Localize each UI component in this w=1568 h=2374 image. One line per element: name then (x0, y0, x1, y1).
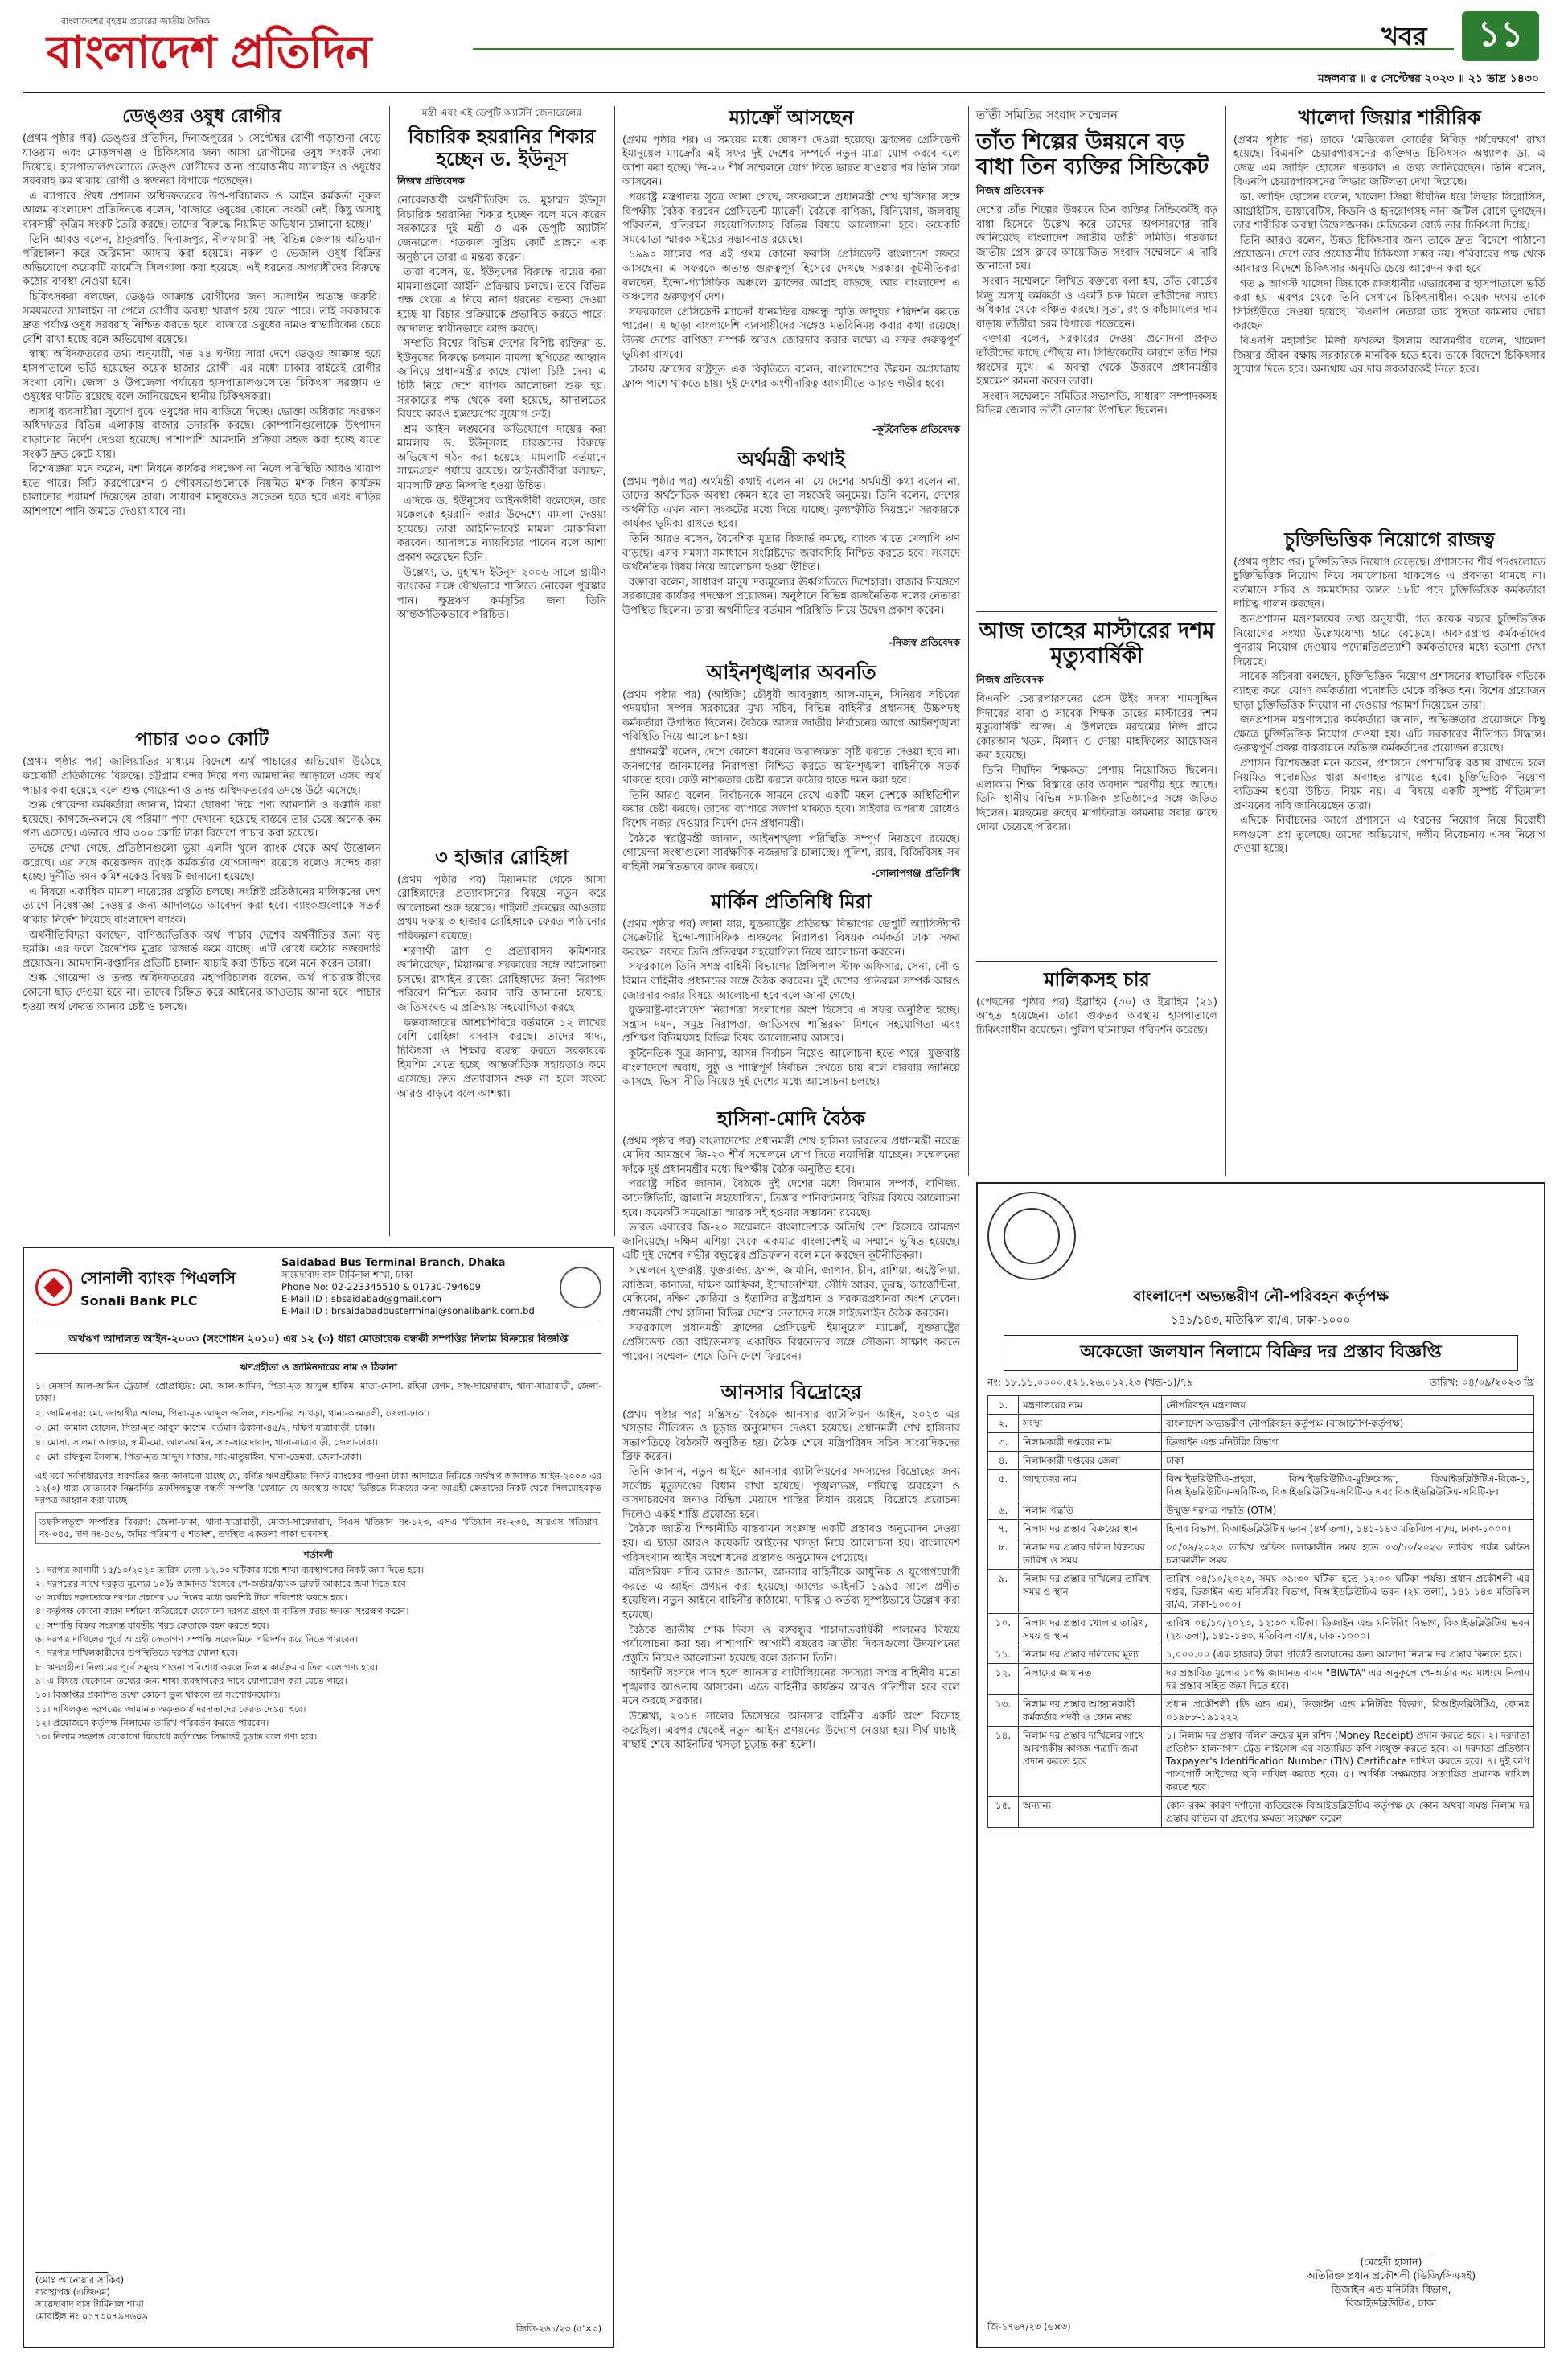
paragraph: নোবেলজয়ী অর্থনীতিবিদ ড. মুহাম্মদ ইউনূস বিচারিক হয়রানির শিকার হচ্ছেন বলে মনে করেন সরকারের দুই মন্ত্রী ও এক ডেপুটি অ্যাটর্নি জেনারেল। গতকাল সুপ্রিম কোর্ট প্রাঙ্গণে এক অনুষ্ঠানে তারা এ মন্তব্য করেন। (397, 195, 606, 264)
paragraph: (প্রথম পৃষ্ঠার পর) চুক্তিভিত্তিক নিয়োগ বেড়েছে। প্রশাসনের শীর্ষ পদগুলোতে চুক্তিভিত্তিক নিয়োগ নিয়ে সমালোচনা থাকলেও এ প্রবণতা থামছে না। বর্তমানে সচিব ও সমমর্যাদার অন্তত ১৮টি পদে চুক্তিভিত্তিক কর্মকর্তারা দায়িত্ব পালন করছেন। (1233, 556, 1545, 611)
article-dengue (23, 105, 381, 724)
paragraph: গত ৯ আগস্ট খালেদা জিয়াকে রাজধানীর এভারকেয়ার হাসপাতালে ভর্তি করা হয়। এরপর থেকে তিনি সেখানে চিকিৎসাধীন। কয়েক দফায় তাকে সিসিইউতে নেওয়া হয়েছে। বিএনপি নেতারা তার সুস্থতা কামনায় দোয়া করছেন। (1233, 277, 1545, 333)
row-label: নিলাম দর প্রস্তাব দাখিলের সাথে আবশ্যকীয় কাগজ পত্রাদি জমা প্রদান করতে হবে (1019, 1727, 1162, 1797)
row-label: অন্যান্য (1019, 1797, 1162, 1828)
biwta-ad (976, 1182, 1545, 2348)
paragraph: তারা বলেন, ড. ইউনূসের বিরুদ্ধে দায়ের করা মামলাগুলো আইনি প্রক্রিয়ায় চলছে। তবে বিভিন্ন পক্ষ থেকে এ নিয়ে নানা ধরনের বক্তব্য দেওয়া হচ্ছে যা বিচার প্রক্রিয়াকে প্রভাবিত করতে পারে। আদালত স্বাধীনভাবে কাজ করছে। (397, 266, 606, 335)
bank-name-bn: সোনালী ব্যাংক পিএলসি (80, 1267, 236, 1288)
signature-dept: ডিজাইন এন্ড মনিটরিং বিভাগ, (1331, 2283, 1451, 2295)
row-number: ৬. (988, 1501, 1019, 1520)
list-item: ২। জামিনদার: মো. জাহাঙ্গীর আলম, পিতা-মৃত আব্দুল জলিল, সাং-শনির আখড়া, থানা-কদমতলী, জেলা-ঢাকা। (35, 1407, 430, 1419)
table-row (988, 1396, 1534, 1415)
table-row (988, 1797, 1534, 1828)
article-malik (976, 961, 1217, 1174)
row-label: জাহাজের নাম (1019, 1470, 1162, 1501)
article-body (23, 755, 381, 1238)
row-value: তারিখ ০৪/১০/২০২৩, সময় ০৯:৩০ ঘটিকা হতে ১২:০০ ঘটিকা পর্যন্ত। প্রধান প্রকৌশলী এর দপ্তর, ডিজাইন এন্ড মনিটরিং বিভাগ, বিআইডব্লিউটিএ ভবন (২য় তলা), ১৪১-১৪৩ মতিঝিল বা/এ, ঢাকা-১০০০। (1162, 1570, 1534, 1614)
table-row (988, 1452, 1534, 1470)
masthead-tagline: বাংলাদেশের বৃহত্তম প্রচারের জাতীয় দৈনিক (61, 16, 210, 27)
paragraph: (প্রথম পৃষ্ঠার পর) ডেঙ্গুর প্রতিদিন, দিনাজপুরের ১ সেপ্টেম্বর রোগী পড়াশুনা বেড়ে যাওয়ায় এবং মোড়লগঞ্জ ও চিকিৎসার জন্য আসা রোগীদের ওষুধ সংকট দেখা দিয়েছে। হাসপাতালগুলোতে ডেঙ্গু রোগীদের জন্য প্রয়োজনীয় স্যালাইন ও ওষুধের সরবরাহ কম থাকায় রোগী ও স্বজনরা বিপাকে পড়েছেন। (23, 133, 381, 188)
paragraph: তিনি আরও বলেন, ঠাকুরগাঁও, দিনাজপুর, নীলফামারী সহ বিভিন্ন জেলায় অভিযান পরিচালনা করে জরিমানা আদায় করা হয়েছে। নকল ও ভেজাল ওষুধ বিক্রির অভিযোগে কয়েকটি ফার্মেসি সিলগালা করা হয়েছে। এই ধরনের অপরাধীদের বিরুদ্ধে কঠোর ব্যবস্থা নেওয়া হবে। (23, 233, 381, 289)
biwta-org: বাংলাদেশ অভ্যন্তরীণ নৌ-পরিবহন কর্তৃপক্ষ (1132, 1288, 1389, 1305)
paragraph: পররাষ্ট্র সচিব জানান, বৈঠকে দুই দেশের মধ্যে বিদ্যমান সম্পর্ক, বাণিজ্য, কানেক্টিভিটি, জ্বালানি সহযোগিতা, তিস্তার পানিবণ্টনসহ বিভিন্ন বিষয়ে আলোচনা হবে। কয়েকটি সমঝোতা স্মারক সই হওয়ার সম্ভাবনা রয়েছে। (622, 1178, 960, 1219)
byline: নিজস্ব প্রতিবেদক (397, 175, 465, 187)
logo-text: বাংলাদেশ প্রতিদিন (47, 26, 371, 79)
rule-top (976, 961, 1217, 962)
article-law (622, 659, 960, 885)
column-divider (614, 106, 615, 1236)
list-item: ৫। মো. রফিকুল ইসলাম, পিতা-মৃত আব্দুস সাত্তার, সাং-মাতুয়াইল, থানা-ডেমরা, জেলা-ঢাকা। (35, 1452, 363, 1463)
article-body (976, 203, 1217, 581)
article-title: আজ তাহের মাস্টারের দশম মৃত্যুবার্ষিকী (979, 618, 1215, 669)
dateline: মঙ্গলবার ॥ ৫ সেপ্টেম্বর ২০২৩ ॥ ২১ ভাদ্র ১৪৩০ (1318, 72, 1539, 85)
term-item: ৯। এ বিষয়ে যেকোনো তথ্যের জন্য শাখা ব্যবস্থাপকের সাথে যোগাযোগ করা যেতে পারে। (35, 1675, 347, 1686)
paragraph: উল্লেখ্য, ২০১৪ সালের ডিসেম্বরে আনসার বাহিনীর একটি অংশ বিদ্রোহ করেছিল। এরপর থেকেই নতুন আইন প্রণয়নের উদ্যোগ নেওয়া হয়। দীর্ঘ যাচাই-বাছাই শেষে আইনটির খসড়া চূড়ান্ত করা হলো। (622, 1711, 960, 1752)
paragraph: শুল্ক গোয়েন্দা ও তদন্ত অধিদফতরের মহাপরিচালক বলেন, অর্থ পাচারকারীদের কোনো ছাড় দেওয়া হবে না। তাদের চিহ্নিত করে আইনের আওতায় আনা হবে। পাচার হওয়া অর্থ ফেরত আনার চেষ্টাও চলছে। (23, 972, 381, 1013)
row-value: ১,০০০.০০ (এক হাজার) টাকা প্রতিটি জলযানের জন্য আলাদা নিলাম দর প্রস্তাব কিনতে হবে। (1162, 1645, 1534, 1664)
row-number: ৯. (988, 1570, 1019, 1614)
paragraph: বিএনপি চেয়ারপারসনের প্রেস উইং সদস্য শামসুদ্দিন দিদারের বাবা ও সাবেক শিক্ষক তাহের মাস্টারের দশম মৃত্যুবার্ষিকী আজ। এ উপলক্ষে মরহুমের নিজ গ্রামে কোরআন খতম, মিলাদ ও দোয়া মাহফিলের আয়োজন করা হয়েছে। (976, 693, 1217, 762)
row-value: ডিজাইন এন্ড মনিটরিং বিভাগ (1162, 1433, 1534, 1452)
article-body (622, 1135, 960, 1372)
section-label: খবর (1381, 21, 1427, 51)
paragraph: এদিকে নির্বাচনের আগে প্রশাসনে এ ধরনের নিয়োগ নিয়ে বিরোধী দলগুলো প্রশ্ন তুলেছে। তাদের অভিযোগ, দলীয় বিবেচনায় এসব নিয়োগ দেওয়া হচ্ছে। (1233, 815, 1545, 856)
article-title: মালিকসহ চার (1044, 967, 1150, 991)
bank-email-1: E-Mail ID : sbsaidabad@gmail.com (281, 1293, 442, 1304)
article-title: পাচার ৩০০ কোটি (134, 729, 269, 750)
bank-email-2: E-Mail ID : brsaidabadbusterminal@sonalibank.com.bd (281, 1305, 535, 1316)
bank-phone: Phone No: 02-223345510 & 01730-794609 (281, 1281, 481, 1292)
row-number: ১২. (988, 1664, 1019, 1695)
ad-code: জি-১৭৬৭/২৩ (৬×৩) (987, 2321, 1071, 2332)
paragraph: ভারত এবারের জি-২০ সম্মেলনে বাংলাদেশকে অতিথি দেশ হিসেবে আমন্ত্রণ জানিয়েছে। দক্ষিণ এশিয়া থেকে একমাত্র বাংলাদেশই এ সম্মানে ভূষিত হয়েছে। এটি দুই দেশের গভীর বন্ধুত্বের প্রতিফলন বলে মনে করছেন কূটনীতিকরা। (622, 1222, 960, 1263)
term-item: ৫। সম্পত্তি বিক্রয় সংক্রান্ত যাবতীয় খরচ ক্রেতাকে বহন করতে হবে। (35, 1620, 269, 1631)
paragraph: অসাধু ব্যবসায়ীরা সুযোগ বুঝে ওষুধের দাম বাড়িয়ে দিচ্ছে। ভোক্তা অধিকার সংরক্ষণ অধিদফতর বিভিন্ন এলাকায় বাজার তদারকি করছে। কোম্পানিগুলোকে উৎপাদন বাড়ানোর নির্দেশ দেওয়া হয়েছে। পাশাপাশি আমদানি প্রক্রিয়া সহজ করা হচ্ছে যাতে সংকট দ্রুত কেটে যায়। (23, 405, 381, 461)
column-divider (968, 106, 969, 1176)
row-label: নিলাম দর প্রস্তাব আহ্বানকারী কর্মকর্তার পদবী ও ফোন নম্বর (1019, 1695, 1162, 1727)
row-value: কোন রকম কারণ দর্শানো ব্যতিরেকে বিআইডব্লিউটিএ কর্তৃপক্ষ যে কোন অথবা সমস্ত নিলাম দর প্রস্তাব বাতিল বা গ্রহণের ক্ষমতা সংরক্ষণ করেন। (1162, 1797, 1534, 1828)
article-body (622, 133, 960, 423)
row-number: ৫. (988, 1470, 1019, 1501)
table-row (988, 1433, 1534, 1452)
article-title: আনসার বিদ্রোহের (720, 1380, 862, 1403)
article-finance (622, 446, 960, 655)
article-title: তাঁত শিল্পের উন্নয়নে বড় বাধা তিন ব্যক্তির সিন্ডিকেট (976, 129, 1209, 180)
biwta-header (987, 1192, 1534, 1280)
row-label: নিলামকারী দপ্তরের জেলা (1019, 1452, 1162, 1470)
row-label: মন্ত্রণালয়ের নাম (1019, 1396, 1162, 1415)
table-head: ঋণগ্রহীতা ও জামিনদারের নাম ও ঠিকানা (240, 1362, 397, 1373)
row-number: ৩. (988, 1433, 1019, 1452)
article-title: ৩ হাজার রোহিঙ্গা (435, 845, 569, 869)
term-item: ১১। দাখিলকৃত দরপত্রের জামানত অকৃতকার্য দরদাতাদের ফেরত দেওয়া হবে। (35, 1703, 306, 1715)
table-row (988, 1695, 1534, 1727)
paragraph: বৈঠকে জাতীয় শোক দিবস ও বঙ্গবন্ধুর শাহাদাতবার্ষিকী পালনের বিষয়ে পর্যালোচনা করা হয়। পাশাপাশি আগামী বছরের জাতীয় দিবসগুলো উদযাপনের প্রস্তুতি নিয়েও আলোচনা হয়েছে বলে জানান তিনি। (622, 1624, 960, 1665)
row-label: নিলাম পদ্ধতি (1019, 1501, 1162, 1520)
paragraph: ঢাকায় ফ্রান্সের রাষ্ট্রদূত এক বিবৃতিতে বলেন, বাংলাদেশের উন্নয়ন অগ্রযাত্রায় ফ্রান্স পাশে থাকতে চায়। দুই দেশের অংশীদারিত্ব আগামীতে আরও গভীর হবে। (622, 363, 960, 390)
rule-top (976, 611, 1217, 612)
column-divider (389, 106, 390, 1236)
biwta-ref: নং: ১৮.১১.০০০০.৫২১.২৬.০১২.২৩ (খন্ড-১)/৭৯ (987, 1376, 1194, 1388)
paragraph: উল্লেখ্য, ড. মুহাম্মদ ইউনূস ২০০৬ সালে গ্রামীণ ব্যাংকের সঙ্গে যৌথভাবে শান্তিতে নোবেল পুরস্কার পান। ক্ষুদ্রঋণ কর্মসূচির জন্য তিনি আন্তর্জাতিকভাবে পরিচিত। (397, 566, 606, 622)
paragraph: কূটনৈতিক সূত্র জানায়, আসন্ন নির্বাচন নিয়েও আলোচনা হতে পারে। যুক্তরাষ্ট্র বাংলাদেশে অবাধ, সুষ্ঠু ও শান্তিপূর্ণ নির্বাচন দেখতে চায় বলে বারবার জানিয়ে আসছে। ভিসা নীতি নিয়েও দুই দেশের মধ্যে আলোচনা চলছে। (622, 1047, 960, 1089)
table-row (988, 1501, 1534, 1520)
sonali-bank-ad (23, 1247, 614, 2348)
table-row (988, 1570, 1534, 1614)
biwta-address: ১৪১/১৪৩, মতিঝিল বা/এ, ঢাকা-১০০০ (1171, 1314, 1351, 1327)
row-value: ১। নিলাম দর প্রস্তাব দলিল ক্রয়ের মূল রশিদ (Money Receipt) প্রদান করতে হবে। ২। দরদাতা প্রতিষ্ঠান হালনাগাদ ট্রেড লাইসেন্স এর সত্যায়িত কপি সংযুক্ত করতে হবে। ৩। দরদাতা প্রতিষ্ঠান Taxpayer's Identification Number (TIN) Certificate দাখিল করতে হবে। ৪। দুই কপি পাসপোর্ট সাইজের ছবি দাখিল করতে হবে। ৫। আর্থিক সক্ষমতার সত্যায়িত প্রমাণক দাখিল করতে হবে। (1162, 1727, 1534, 1797)
paragraph: বিএনপি মহাসচিব মির্জা ফখরুল ইসলাম আলমগীর বলেন, খালেদা জিয়ার জীবন রক্ষায় সরকারকে মানবিক হতে হবে। তাকে বিদেশে চিকিৎসার সুযোগ দিতে হবে। অন্যথায় এর দায় সরকারকেই নিতে হবে। (1233, 335, 1545, 376)
table-row (988, 1727, 1534, 1797)
paragraph: কক্সবাজারের আশ্রয়শিবিরে বর্তমানে ১২ লাখের বেশি রোহিঙ্গা বসবাস করছে। তাদের খাদ্য, চিকিৎসা ও শিক্ষার ব্যবস্থা করতে সরকারকে হিমশিম খেতে হচ্ছে। আন্তর্জাতিক সহায়তাও কমে এসেছে। দ্রুত প্রত্যাবাসন শুরু না হলে সংকট আরও বাড়বে বলে আশঙ্কা। (397, 1017, 606, 1100)
signature-mark (35, 2255, 108, 2273)
row-number: ১৫. (988, 1797, 1019, 1828)
masthead-top-rule (473, 48, 1454, 50)
logo[interactable] (47, 23, 371, 88)
paragraph: সফরকালে তিনি সশস্ত্র বাহিনী বিভাগের প্রিন্সিপাল স্টাফ অফিসার, সেনা, নৌ ও বিমান বাহিনীর প্রধানদের সঙ্গে বৈঠক করবেন। দুই দেশের প্রতিরক্ষা সম্পর্ক আরও জোরদার করার বিষয়ে আলোচনা হবে বলে জানা গেছে। (622, 961, 960, 1002)
paragraph: (প্রথম পৃষ্ঠার পর) মিয়ানমার থেকে আসা রোহিঙ্গাদের প্রত্যাবাসনের বিষয়ে নতুন করে আলোচনা শুরু হয়েছে। পাইলট প্রকল্পের আওতায় প্রথম দফায় ৩ হাজার রোহিঙ্গাকে ফেরত পাঠানোর পরিকল্পনা রয়েছে। (397, 873, 606, 943)
signature-name: (মেহেদী হাসান) (1360, 2256, 1422, 2268)
article-body (622, 918, 960, 1099)
masthead (23, 8, 1545, 103)
paragraph: স্বাস্থ্য অধিদফতরের তথ্য অনুযায়ী, গত ২৪ ঘণ্টায় সারা দেশে ডেঙ্গু আক্রান্ত হয়ে হাসপাতালে ভর্তি হয়েছেন কয়েক হাজার রোগী। এর মধ্যে ঢাকার বাইরেই রোগীর সংখ্যা বেশি। জেলা ও উপজেলা পর্যায়ের হাসপাতালগুলোতে চিকিৎসা সরঞ্জাম ও ওষুধের ঘাটতি রয়েছে বলে জানিয়েছেন স্থানীয় চিকিৎসকরা। (23, 348, 381, 404)
term-item: ৩। সর্বোচ্চ দরদাতাকে দরপত্র গ্রহণের ৩০ দিনের মধ্যে অবশিষ্ট টাকা পরিশোধ করতে হবে। (35, 1592, 347, 1604)
paragraph: জনপ্রশাসন মন্ত্রণালয়ের তথ্য অনুযায়ী, গত কয়েক বছরে চুক্তিভিত্তিক নিয়োগের সংখ্যা উল্লেখযোগ্য হারে বেড়েছে। অবসরপ্রাপ্ত কর্মকর্তাদের পুনরায় নিয়োগ দেওয়ায় পদোন্নতিপ্রত্যাশী কর্মকর্তাদের মধ্যে হতাশা দেখা দিয়েছে। (1233, 613, 1545, 668)
article-kicker: তাঁতী সমিতির সংবাদ সম্মেলন (976, 108, 1118, 122)
article-hasina-modi (622, 1106, 960, 1375)
paragraph: (প্রথম পৃষ্ঠার পর) এ সময়ের মধ্যে ঘোষণা দেওয়া হয়েছে। ফ্রান্সের প্রেসিডেন্ট ইমানুয়েল ম্যাক্রোঁর এই সফর দুই দেশের সম্পর্কে নতুন মাত্রা যোগ করবে বলে আশা করা হচ্ছে। জি-২০ শীর্ষ সম্মেলনে যোগ দিতে ভারত যাওয়ার পর তিনি ঢাকা আসবেন। (622, 133, 960, 189)
article-body (976, 692, 1217, 942)
row-number: ১৪. (988, 1727, 1019, 1797)
signature-org: বিআইডব্লিউটিএ, ঢাকা (1345, 2297, 1437, 2309)
term-item: ১। দরপত্র আগামী ১৫/১০/২০২৩ তারিখ বেলা ১২.০০ ঘটিকার মধ্যে শাখা ব্যবস্থাপকের নিকট জমা দিতে হবে। (35, 1564, 425, 1575)
sonali-logo-icon (35, 1269, 72, 1306)
article-body (1233, 133, 1545, 520)
paragraph: (প্রথম পৃষ্ঠার পর) জালিয়াতির মাধ্যমে বিদেশে অর্থ পাচারের অভিযোগ উঠেছে কয়েকটি প্রতিষ্ঠানের বিরুদ্ধে। চট্টগ্রাম বন্দর দিয়ে পণ্য আমদানির আড়ালে এসব অর্থ পাচার করা হয়েছে বলে শুল্ক গোয়েন্দা ও তদন্ত অধিদফতরের তদন্তে উঠে এসেছে। (23, 756, 381, 797)
paragraph: সম্প্রতি বিশ্বের বিভিন্ন দেশের বিশিষ্ট ব্যক্তিরা ড. ইউনূসের বিরুদ্ধে চলমান মামলা স্থগিতের আহ্বান জানিয়ে প্রধানমন্ত্রীর কাছে খোলা চিঠি দেন। এ চিঠি নিয়ে দেশে ব্যাপক আলোচনা শুরু হয়। সরকারের পক্ষ থেকে বলা হয়েছে, আদালতের বিষয়ে কারও হস্তক্ষেপের সুযোগ নেই। (397, 338, 606, 421)
byline: -গোলাপগঞ্জ প্রতিনিধি (871, 866, 960, 879)
term-item: ১০। বিজ্ঞপ্তির প্রকাশিত তথ্যে কোনো ভুল থাকলে তা সংশোধনযোগ্য। (35, 1690, 281, 1701)
article-body (23, 132, 381, 719)
row-label: নিলামের জামানত (1019, 1664, 1162, 1695)
biwta-title: অকেজো জলযান নিলামে বিক্রির দর প্রস্তাব বিজ্ঞপ্তি (1004, 1335, 1518, 1371)
paragraph: বক্তারা বলেন, সরকারের দেওয়া প্রণোদনা প্রকৃত তাঁতীদের কাছে পৌঁছায় না। সিন্ডিকেটের কারণে তাঁত শিল্প ধ্বংসের মুখে। এ অবস্থা থেকে উত্তরণে প্রধানমন্ত্রীর হস্তক্ষেপ কামনা করেন তারা। (976, 333, 1217, 388)
row-value: ঢাকা (1162, 1452, 1534, 1470)
row-value: দর প্রস্তাবিত মূল্যের ১০% জামানত বাবদ "BIWTA" এর অনুকূলে পে-অর্ডার এর মাধ্যমে নিলাম দর প্রস্তাব সহিত জমা দিতে হবে। (1162, 1664, 1534, 1695)
signature-title: ব্যবস্থাপক (এজিএম) (35, 2286, 111, 2298)
term-item: ১২। প্রয়োজনে কর্তৃপক্ষ নিলামের তারিখ পরিবর্তন করতে পারবেন। (35, 1717, 269, 1728)
row-label: নিলাম দর প্রস্তাব দলিল বিক্রয়ের তারিখ ও সময় (1019, 1538, 1162, 1570)
signature-branch: সায়েদাবাদ বাস টার্মিনাল শাখা (35, 2298, 144, 2310)
notice-title: অর্থঋণ আদালত আইন-২০০৩ (সংশোধন ২০১০) এর ১২ (৩) ধারা মোতাবেক বন্ধকী সম্পত্তির নিলাম বিক্রয়ের বিজ্ঞপ্তি (35, 1332, 601, 1354)
paragraph: তিনি জানান, নতুন আইনে আনসার ব্যাটালিয়নের সদস্যদের বিদ্রোহের জন্য সর্বোচ্চ মৃত্যুদণ্ডের বিধান রাখা হয়েছে। শৃঙ্খলাভঙ্গ, দায়িত্বে অবহেলা ও অসদাচরণের জন্যও বিভিন্ন মেয়াদে শাস্তির বিধান রয়েছে। বিদ্রোহে প্ররোচনা দিলেও একই শাস্তি প্রযোজ্য হবে। (622, 1465, 960, 1521)
biwta-table (987, 1395, 1534, 1828)
paragraph: (পেছনের পৃষ্ঠার পর) ইব্রাহিম (৩০) ও ইব্রাহিম (২১) আহত হয়েছেন। তারা গুরুতর অবস্থায় হাসপাতালে চিকিৎসাধীন রয়েছেন। পুলিশ ঘটনাস্থল পরিদর্শন করেছে। (976, 996, 1217, 1037)
byline: নিজস্ব প্রতিবেদক (976, 673, 1044, 686)
row-value: বাংলাদেশ অভ্যন্তরীণ নৌপরিবহন কর্তৃপক্ষ (বাআনৌপ-কর্তৃপক্ষ) (1162, 1415, 1534, 1433)
row-value: উন্মুক্ত দরপত্র পদ্ধতি (OTM) (1162, 1501, 1534, 1520)
paragraph: তিনি আরও বলেন, বৈদেশিক মুদ্রার রিজার্ভ কমছে, ব্যাংক খাতে খেলাপি ঋণ বাড়ছে। এসব সমস্যা সমাধানে সংশ্লিষ্টদের জবাবদিহি নিশ্চিত করতে হবে। সংসদে অর্থনৈতিক বিষয় নিয়ে আলোচনা হওয়া উচিত। (622, 532, 960, 574)
term-item: ৭। দরপত্র দাখিলকারীদের উপস্থিতিতে দরপত্র খোলা হবে। (35, 1648, 238, 1659)
article-kicker: মন্ত্রী এবং এই ডেপুটি অ্যাটর্নি জেনারেলের (421, 107, 582, 118)
article-rohingya (397, 844, 606, 1238)
article-ansar (622, 1379, 960, 2336)
paragraph: (প্রথম পৃষ্ঠার পর) (আইজি) চৌধুরী আবদুল্লাহ আল-মামুন, সিনিয়র সচিবের পদমর্যাদা সম্পন্ন সরকারের মুখ্য সচিব, বিভিন্ন বাহিনীর প্রধানসহ উচ্চপদস্থ কর্মকর্তারা উপস্থিত ছিলেন। বৈঠকে আসন্ন জাতীয় নির্বাচনের আগে আইনশৃঙ্খলা পরিস্থিতি নিয়ে আলোচনা হয়। (622, 688, 960, 744)
paragraph: (প্রথম পৃষ্ঠার পর) জানা যায়, যুক্তরাষ্ট্রের প্রতিরক্ষা বিভাগের ডেপুটি অ্যাসিস্ট্যান্ট সেক্রেটারি ইন্দো-প্যাসিফিক অঞ্চলের নিরাপত্তা বিষয়ক কর্মকর্তা ঢাকা সফর করছেন। সফরে তিনি প্রতিরক্ষা সহযোগিতা নিয়ে আলোচনা করবেন। (622, 918, 960, 959)
article-body (1233, 556, 1545, 1171)
row-value: হিসাব বিভাগ, বিআইডব্লিউটিএ ভবন (৪র্থ তলা), ১৪১-১৪৩ মতিঝিল বা/এ, ঢাকা-১০০০। (1162, 1520, 1534, 1538)
article-body (622, 1408, 960, 2333)
page-number-box (1462, 11, 1539, 61)
biwta-logo-icon (987, 1192, 1076, 1280)
table-row (988, 1664, 1534, 1695)
paragraph: এ বিষয়ে একাধিক মামলা দায়েরের প্রস্তুতি চলছে। সংশ্লিষ্ট প্রতিষ্ঠানের মালিকদের দেশ ত্যাগে নিষেধাজ্ঞা দেওয়ার জন্য আদালতে আবেদন করা হবে। ব্যাংকগুলোকে সতর্ক থাকার নির্দেশ দিয়েছে বাংলাদেশ ব্যাংক। (23, 885, 381, 926)
table-row (988, 1614, 1534, 1645)
row-value: প্রধান প্রকৌশলী (ডি এন্ড এম), ডিজাইন এন্ড মনিটরিং বিভাগ, বিআইডব্লিউটিএ, ফোনঃ ০১৯৮৮-১৯১২২২ (1162, 1695, 1534, 1727)
row-label: নিলাম দর প্রস্তাব বিক্রয়ের স্থান (1019, 1520, 1162, 1538)
paragraph: বৈঠকে জাতীয় শিক্ষানীতি বাস্তবায়ন সংক্রান্ত একটি প্রস্তাবও অনুমোদন দেওয়া হয়। এ ছাড়া আরও কয়েকটি আইনের খসড়া নিয়ে আলোচনা হয়। বাংলাদেশ পরিসংখ্যান আইন সংশোধনের প্রস্তাবও অনুমোদন পেয়েছে। (622, 1523, 960, 1564)
paragraph: সাবেক সচিবরা বলছেন, চুক্তিভিত্তিক নিয়োগ প্রশাসনের স্বাভাবিক গতিকে ব্যাহত করে। যোগ্য কর্মকর্তারা পদোন্নতি থেকে বঞ্চিত হন। বিশেষ প্রয়োজন ছাড়া চুক্তিভিত্তিক নিয়োগ না দেওয়ার পরামর্শ দিয়েছেন তারা। (1233, 671, 1545, 712)
paragraph: এদিকে ড. ইউনূসের আইনজীবী বলেছেন, তার মক্কেলকে হয়রানি করার উদ্দেশ্যে মামলা দেওয়া হয়েছে। তারা আইনিভাবেই মামলা মোকাবিলা করবেন। আদালতে ন্যায়বিচার পাবেন বলে আশা প্রকাশ করেছেন তিনি। (397, 495, 606, 565)
terms-heading: শর্তাবলী (303, 1550, 334, 1561)
table-row (988, 1470, 1534, 1501)
paragraph: (প্রথম পৃষ্ঠার পর) মন্ত্রিসভা বৈঠকে আনসার ব্যাটালিয়ন আইন, ২০২৩ এর খসড়ার নীতিগত ও চূড়ান্ত অনুমোদন দেওয়া হয়েছে। প্রধানমন্ত্রী শেখ হাসিনার সভাপতিত্বে বৈঠকটি অনুষ্ঠিত হয়। বৈঠক শেষে মন্ত্রিপরিষদ সচিব সাংবাদিকদের ব্রিফ করেন। (622, 1408, 960, 1464)
row-number: ৭. (988, 1520, 1019, 1538)
signature-phone: মোবাইল নং ০১৭৩০৭৯৪৬০৯ (35, 2310, 148, 2322)
term-item: ২। দরপত্রের সাথে দরকৃত মূল্যের ১০% জামানত হিসেবে পে-অর্ডার/ব্যাংক ড্রাফট আকারে জমা দিতে হবে। (35, 1578, 409, 1589)
paragraph: প্রশাসন বিশেষজ্ঞরা মনে করেন, প্রশাসনে পেশাদারিত্ব বজায় রাখতে হলে নিয়মিত পদোন্নতির ধারা অব্যাহত রাখতে হবে। চুক্তিভিত্তিক নিয়োগ ব্যতিক্রম হওয়া উচিত, নিয়ম নয়। এ বিষয়ে একটি সুস্পষ্ট নীতিমালা প্রণয়নের দাবি জানিয়েছেন তারা। (1233, 757, 1545, 812)
article-title: খালেদা জিয়ার শারীরিক (1298, 105, 1481, 129)
paragraph: তিনি দীর্ঘদিন শিক্ষকতা পেশায় নিয়োজিত ছিলেন। এলাকায় শিক্ষা বিস্তারে তার অবদান স্মরণীয় হয়ে আছে। তিনি স্থানীয় বিভিন্ন সামাজিক প্রতিষ্ঠানের সঙ্গে জড়িত ছিলেন। মরহুমের রুহের মাগফিরাত কামনায় সবার কাছে দোয়া চেয়েছে পরিবার। (976, 765, 1217, 834)
notice-paragraph: এই মর্মে সর্বসাধারণের অবগতির জন্য জানানো যাচ্ছে যে, বর্ণিত ঋণগ্রহীতার নিকট ব্যাংকের পাওনা টাকা আদায়ের নিমিত্তে অর্থঋণ আদালত আইন-২০০৩ এর ১২(৩) ধারা মোতাবেক নিম্নবর্ণিত তফসিলভুক্ত বন্ধকী সম্পত্তি 'যেখানে যে অবস্থায় আছে' ভিত্তিতে বিক্রয়ের জন্য আগ্রহী ক্রেতাদের নিকট থেকে সিলমোহরকৃত দরপত্র আহ্বান করা যাচ্ছে। (35, 1470, 601, 1506)
row-label: নিলাম দর প্রস্তাব দলিলের মূল্য (1019, 1645, 1162, 1664)
paragraph: বিশেষজ্ঞরা মনে করেন, মশা নিধনে কার্যকর পদক্ষেপ না নিলে পরিস্থিতি আরও খারাপ হতে পারে। সিটি করপোরেশন ও পৌরসভাগুলোকে নিয়মিত মশক নিধন কার্যক্রম চালানোর পরামর্শ দিয়েছেন তারা। সাধারণ মানুষকেও সচেতন হতে হবে এবং বাড়ির আশপাশে পানি জমতে দেওয়া যাবে না। (23, 463, 381, 518)
paragraph: সংবাদ সম্মেলনে লিখিত বক্তব্যে বলা হয়, তাঁত বোর্ডের কিছু অসাধু কর্মকর্তা ও একটি চক্র মিলে তাঁতীদের ন্যায্য অধিকার থেকে বঞ্চিত করছে। সুতা, রং ও কাঁচামালের দাম বাড়ায় তাঁতীরা চরম বিপাকে পড়েছেন। (976, 276, 1217, 331)
row-number: ১. (988, 1396, 1019, 1415)
row-label: নিলাম দর প্রস্তাব দাখিলের তারিখ, সময় ও স্থান (1019, 1570, 1162, 1614)
article-body (397, 194, 606, 845)
branch-en: Saidabad Bus Terminal Branch, Dhaka (281, 1257, 506, 1269)
row-number: ২. (988, 1415, 1019, 1433)
article-title: আইনশৃঙ্খলার অবনতি (706, 660, 876, 684)
row-number: ১৩. (988, 1695, 1019, 1727)
article-title: ডেঙ্গুর ওষুধ রোগীর (122, 105, 281, 127)
article-us (622, 889, 960, 1102)
seal-icon (560, 1267, 601, 1308)
table-row (988, 1520, 1534, 1538)
table-row (988, 1538, 1534, 1570)
article-body (622, 475, 960, 636)
article-title: বিচারিক হয়রানির শিকার হচ্ছেন ড. ইউনূস (408, 125, 596, 170)
paragraph: সফরকালে প্রেসিডেন্ট ম্যাক্রোঁ ধানমন্ডির বঙ্গবন্ধু স্মৃতি জাদুঘর পরিদর্শন করতে পারেন। এ ছাড়া বাংলাদেশি ব্যবসায়ীদের সঙ্গেও মতবিনিময় করার কথা রয়েছে। উভয় দেশের বাণিজ্য সম্পর্ক আরও জোরদার করার লক্ষ্যে এ সফর গুরুত্বপূর্ণ ভূমিকা রাখবে। (622, 306, 960, 361)
article-yunus (397, 105, 606, 840)
paragraph: বক্তারা বলেন, সাধারণ মানুষ দ্রব্যমূল্যের ঊর্ধ্বগতিতে দিশেহারা। বাজার নিয়ন্ত্রণে সরকারের কার্যকর পদক্ষেপ প্রয়োজন। অনুষ্ঠানে বিভিন্ন রাজনৈতিক দলের নেতারা উপস্থিত ছিলেন। তারা অর্থনীতির বর্তমান পরিস্থিতি নিয়ে উদ্বেগ প্রকাশ করেন। (622, 576, 960, 617)
signature-title: অতিরিক্ত প্রধান প্রকৌশলী (ডিজি/সিএসই) (1306, 2269, 1476, 2282)
paragraph: সম্মেলনে যুক্তরাষ্ট্র, যুক্তরাজ্য, ফ্রান্স, জার্মানি, জাপান, চীন, রাশিয়া, অস্ট্রেলিয়া, ব্রাজিল, কানাডা, দক্ষিণ আফ্রিকা, ইন্দোনেশিয়া, সৌদি আরব, তুরস্ক, আর্জেন্টিনা, মেক্সিকো, দক্ষিণ কোরিয়া ও ইতালির রাষ্ট্রপ্রধান ও সরকারপ্রধানরা অংশ নেবেন। প্রধানমন্ত্রী শেখ হাসিনা বিভিন্ন দেশের নেতাদের সঙ্গে সাইডলাইন বৈঠক করবেন। (622, 1264, 960, 1320)
paragraph: যুক্তরাষ্ট্র-বাংলাদেশ নিরাপত্তা সংলাপের অংশ হিসেবে এ সফর অনুষ্ঠিত হচ্ছে। সন্ত্রাস দমন, সমুদ্র নিরাপত্তা, জাতিসংঘ শান্তিরক্ষা মিশনে সহযোগিতা এবং প্রশিক্ষণ বিনিময়সহ বিভিন্ন বিষয় আলোচনায় আসবে। (622, 1004, 960, 1045)
article-title: অর্থমন্ত্রী কথাই (737, 447, 845, 470)
list-item: ৩। মো. কামাল হোসেন, পিতা-মৃত আবুল কাশেম, বর্তমান ঠিকানা-৪৫/২, দক্ষিণ যাত্রাবাড়ী, ঢাকা। (35, 1422, 376, 1433)
paragraph: জনপ্রশাসন মন্ত্রণালয়ের কর্মকর্তারা জানান, অভিজ্ঞতার প্রয়োজনে কিছু ক্ষেত্রে চুক্তিভিত্তিক নিয়োগ দেওয়া হয়। এটি সরকারের নীতিগত সিদ্ধান্ত। গুরুত্বপূর্ণ প্রকল্প বাস্তবায়নে অভিজ্ঞ কর্মকর্তাদের প্রয়োজন রয়েছে। (1233, 714, 1545, 755)
article-pachar (23, 728, 381, 1242)
list-item: ১। মেসার্স আল-আমিন ট্রেডার্স, প্রোপ্রাইটর: মো. আল-আমিন, পিতা-মৃত আব্দুল হাকিম, মাতা-মোসা. রহিমা বেগম, সাং-সায়েদাবাদ, থানা-যাত্রাবাড়ী, জেলা-ঢাকা। (35, 1381, 601, 1404)
paragraph: মন্ত্রিপরিষদ সচিব আরও জানান, আনসার বাহিনীকে আধুনিক ও যুগোপযোগী করতে এ আইন প্রণয়ন করা হয়েছে। আগের আইনটি ১৯৯৫ সালে প্রণীত হয়েছিল। নতুন আইনে বাহিনীর কাঠামো, দায়িত্ব ও কর্তব্য সুস্পষ্টভাবে উল্লেখ করা হয়েছে। (622, 1567, 960, 1621)
paragraph: (প্রথম পৃষ্ঠার পর) বাংলাদেশের প্রধানমন্ত্রী শেখ হাসিনা ভারতের প্রধানমন্ত্রী নরেন্দ্র মোদির আমন্ত্রণে জি-২০ শীর্ষ সম্মেলনে যোগ দিতে নয়াদিল্লি যাচ্ছেন। সম্মেলনের ফাঁকে দুই প্রধানমন্ত্রীর মধ্যে দ্বিপক্ষীয় বৈঠক অনুষ্ঠিত হবে। (622, 1135, 960, 1176)
article-khaleda (1233, 105, 1545, 523)
article-body (397, 873, 606, 1235)
ad-code: জিডি-২৬১/২৩ (৫'×৩) (515, 2323, 601, 2334)
paragraph: অর্থনীতিবিদরা বলছেন, বাণিজ্যভিত্তিক অর্থ পাচার দেশের অর্থনীতির জন্য বড় হুমকি। এর ফলে বৈদেশিক মুদ্রার রিজার্ভ কমে যাচ্ছে। এটি রোধে কঠোর নজরদারি প্রয়োজন। আমদানি-রপ্তানির প্রতিটি চালান যাচাই করা উচিত বলে মনে করেন তারা। (23, 929, 381, 970)
bank-name-en: Sonali Bank PLC (80, 1292, 198, 1308)
table-row (988, 1415, 1534, 1433)
page-number: ১১ (1477, 13, 1524, 55)
row-number: ৮. (988, 1538, 1019, 1570)
signature-mark (1351, 2237, 1431, 2253)
paragraph: প্রধানমন্ত্রী বলেন, দেশে কোনো ধরনের অরাজকতা সৃষ্টি করতে দেওয়া হবে না। জনগণের জানমালের নিরাপত্তা নিশ্চিত করতে আইনশৃঙ্খলা বাহিনীকে সতর্ক থাকতে হবে। কেউ নাশকতার চেষ্টা করলে কঠোর হাতে দমন করা হবে। (622, 745, 960, 787)
paragraph: তদন্তে দেখা গেছে, প্রতিষ্ঠানগুলো ভুয়া এলসি খুলে ব্যাংক থেকে অর্থ উত্তোলন করেছে। এর সঙ্গে কয়েকজন ব্যাংক কর্মকর্তার যোগসাজশ রয়েছে বলেও সন্দেহ করা হচ্ছে। দুর্নীতি দমন কমিশনকেও বিষয়টি জানানো হয়েছে। (23, 843, 381, 884)
row-value: তারিখ ০৪/১০/২০২৩, ১২:৩০ ঘটিকা। ডিজাইন এন্ড মনিটরিং বিভাগ, বিআইডব্লিউটিএ ভবন (২য় তলা), ১৪১-১৪৩, মতিঝিল বা/এ, ঢাকা-১০০০। (1162, 1614, 1534, 1645)
paragraph: শরণার্থী ত্রাণ ও প্রত্যাবাসন কমিশনার জানিয়েছেন, মিয়ানমার সরকারের সঙ্গে আলোচনা চলছে। রাখাইন রাজ্যে রোহিঙ্গাদের জন্য নিরাপদ পরিবেশ নিশ্চিত করার দাবি জানানো হয়েছে। জাতিসংঘও এ প্রক্রিয়ায় সহযোগিতা করছে। (397, 945, 606, 1014)
bank-header (35, 1256, 601, 1325)
term-item: ৪। কর্তৃপক্ষ কোনো কারণ দর্শানো ব্যতিরেকে যেকোনো দরপত্র গ্রহণ বা বাতিল করার ক্ষমতা সংরক্ষণ করেন। (35, 1606, 409, 1617)
property-schedule: তফসিলভুক্ত সম্পত্তির বিবরণ: জেলা-ঢাকা, থানা-যাত্রাবাড়ী, মৌজা-সায়েদাবাদ, সিএস খতিয়ান নং-১২৩, এসএ খতিয়ান নং-২৩৪, আরএস খতিয়ান নং-৩৪৫, দাগ নং-৪৫৬, জমির পরিমাণ ৫ শতাংশ, তদস্থিত একতলা পাকা ভবনসহ। (35, 1512, 601, 1545)
paragraph: বৈঠকে স্বরাষ্ট্রমন্ত্রী জানান, আইনশৃঙ্খলা পরিস্থিতি সম্পূর্ণ নিয়ন্ত্রণে রয়েছে। গোয়েন্দা সংস্থাগুলো সার্বক্ষণিক নজরদারি চালাচ্ছে। পুলিশ, র‍্যাব, বিজিবিসহ সব বাহিনী সমন্বিতভাবে কাজ করছে। (622, 832, 960, 873)
article-title: চুক্তিভিত্তিক নিয়োগে রাজত্ব (1284, 528, 1495, 551)
article-body (976, 996, 1217, 1156)
paragraph: এ ব্যাপারে ঔষধ প্রশাসন অধিদফতরের উপ-পরিচালক ও আইন কর্মকর্তা নূরুল আলম বাংলাদেশ প্রতিদিনকে বলেন, 'বাজারে ওষুধের কোনো সংকট নেই। কিছু অসাধু ব্যবসায়ী কৃত্রিম সংকট তৈরি করছে। তাদের বিরুদ্ধে নিয়মিত অভিযান চালানো হচ্ছে।' (23, 190, 381, 231)
signature-name: (মোঃ আনোয়ার সাকিব) (35, 2274, 125, 2286)
article-title: হাসিনা-মোদি বৈঠক (716, 1107, 866, 1130)
row-label: নিলামকারী দপ্তরের নাম (1019, 1433, 1162, 1452)
paragraph: পররাষ্ট্র মন্ত্রণালয় সূত্রে জানা গেছে, সফরকালে প্রধানমন্ত্রী শেখ হাসিনার সঙ্গে দ্বিপক্ষীয় বৈঠক করবেন প্রেসিডেন্ট ম্যাক্রোঁ। বৈঠকে বাণিজ্য, বিনিয়োগ, জলবায়ু পরিবর্তন, প্রতিরক্ষা সহযোগিতাসহ বিভিন্ন বিষয়ে আলোচনা হবে। কয়েকটি সমঝোতা স্মারক সইয়ের সম্ভাবনাও রয়েছে। (622, 191, 960, 246)
biwta-date: তারিখ: ০৪/০৯/২০২৩ খ্রি (1429, 1376, 1534, 1388)
biwta-signature-block (1254, 2237, 1528, 2310)
term-item: ১৩। নিলাম সংক্রান্ত যেকোনো বিরোধে কর্তৃপক্ষের সিদ্ধান্তই চূড়ান্ত বলে গণ্য হবে। (35, 1731, 318, 1743)
paragraph: দেশের তাঁত শিল্পের উন্নয়নে তিন ব্যক্তির সিন্ডিকেটই বড় বাধা হিসেবে উল্লেখ করে তাদের অপসারণের দাবি জানিয়েছে বাংলাদেশ জাতীয় তাঁতী সমিতি। গতকাল জাতীয় প্রেস ক্লাবে আয়োজিত সংবাদ সম্মেলনে এ দাবি জানানো হয়। (976, 204, 1217, 273)
paragraph: তিনি আরও বলেন, উন্নত চিকিৎসার জন্য তাকে দ্রুত বিদেশে পাঠানো প্রয়োজন। দেশে তার প্রয়োজনীয় চিকিৎসা সম্ভব নয়। পরিবারের পক্ষ থেকে আবারও বিদেশে চিকিৎসার অনুমতি চেয়ে আবেদন করা হবে। (1233, 234, 1545, 275)
list-item: ৪। মোসা. সালমা আক্তার, স্বামী-মো. আল-আমিন, সাং-সায়েদাবাদ, থানা-যাত্রাবাড়ী, জেলা-ঢাকা। (35, 1437, 379, 1448)
row-number: ১০. (988, 1614, 1019, 1645)
row-value: নৌপরিবহন মন্ত্রণালয় (1162, 1396, 1534, 1415)
term-item: ৮। ঋণগ্রহীতা নিলামের পূর্বে সমুদয় পাওনা পরিশোধ করলে নিলাম কার্যক্রম বাতিল বলে গণ্য হবে। (35, 1661, 378, 1673)
article-title: মার্কিন প্রতিনিধি মিরা (711, 889, 872, 913)
article-chukti (1233, 527, 1545, 1174)
byline: নিজস্ব প্রতিবেদক (976, 184, 1044, 197)
paragraph: শুল্ক গোয়েন্দা কর্মকর্তারা জানান, মিথ্যা ঘোষণা দিয়ে পণ্য আমদানি ও রপ্তানি করা হয়েছে। কাগজে-কলমে যে পরিমাণ পণ্য দেখানো হয়েছে বাস্তবে তার চেয়ে অনেক কম পণ্য এসেছে। এভাবে প্রায় ৩০০ কোটি টাকা বিদেশে পাচার করা হয়েছে। (23, 799, 381, 840)
paragraph: আইনটি সংসদে পাস হলে আনসার ব্যাটালিয়নের সদস্যরা সশস্ত্র বাহিনীর মতো শৃঙ্খলার আওতায় আসবেন। এতে বাহিনীর কার্যক্রম আরও গতিশীল হবে বলে মনে করছে সরকার। (622, 1667, 960, 1708)
paragraph: সংবাদ সম্মেলনে সমিতির সভাপতি, সাধারণ সম্পাদকসহ বিভিন্ন জেলার তাঁতী নেতারা উপস্থিত ছিলেন। (976, 390, 1217, 417)
row-value: বিআইডব্লিউটিএ-প্রহরা, বিআইডব্লিউটিএ-মুক্তিযোদ্ধা, বিআইডব্লিউটিএ-বিকে-১, বিআইডব্লিউটিএ-এবিটি-৩, বিআইডব্লিউটিএ-এবিটি-৬ এবং বিআইডব্লিউটিএ-এবিটি-৮। (1162, 1470, 1534, 1501)
row-value: ০৫/০৯/২০২৩ তারিখ অফিস চলাকালীন সময় হতে ০৩/১০/২০২৩ তারিখ পর্যন্ত অফিস চলাকালীন সময়। (1162, 1538, 1534, 1570)
byline: -নিজস্ব প্রতিবেদক (889, 635, 960, 648)
notice-body (35, 1380, 601, 2208)
article-title: ম্যাক্রোঁ আসছেন (729, 105, 854, 129)
paragraph: শ্রম আইন লঙ্ঘনের অভিযোগে দায়ের করা মামলায় ড. ইউনূসসহ চারজনের বিরুদ্ধে অভিযোগ গঠন করা হয়েছে। মামলাটি বর্তমানে সাক্ষ্যগ্রহণ পর্যায়ে রয়েছে। আইনজীবীরা বলছেন, মামলাটি দ্রুত নিষ্পত্তি হওয়া উচিত। (397, 423, 606, 493)
article-macron (622, 105, 960, 442)
article-master (976, 611, 1217, 957)
row-number: ১১. (988, 1645, 1019, 1664)
row-number: ৪. (988, 1452, 1019, 1470)
bank-signature-block (35, 2255, 148, 2323)
paragraph: (প্রথম পৃষ্ঠার পর) অর্থমন্ত্রী কথাই বলেন না। যে দেশের অর্থমন্ত্রী কথা বলেন না, তাদের অর্থনৈতিক অবস্থা কেমন হবে তা সহজেই অনুমেয়। তিনি বলেন, দেশের অর্থনীতি এখন নানা সংকটের মধ্যে দিয়ে যাচ্ছে। মূল্যস্ফীতি নিয়ন্ত্রণে সরকারকে কার্যকর ভূমিকা রাখতে হবে। (622, 475, 960, 531)
paragraph: ডা. জাহিদ হোসেন বলেন, খালেদা জিয়া দীর্ঘদিন ধরে লিভার সিরোসিস, আর্থ্রাইটিস, ডায়াবেটিস, কিডনি ও হৃদরোগসহ নানা জটিল রোগে ভুগছেন। তার শারীরিক অবস্থা উদ্বেগজনক। মেডিকেল বোর্ড তার চিকিৎসা দিচ্ছে। (1233, 191, 1545, 232)
paragraph: তিনি আরও বলেন, নির্বাচনকে সামনে রেখে একটি মহল দেশকে অস্থিতিশীল করার চেষ্টা করছে। তাদের ব্যাপারে সজাগ থাকতে হবে। সাইবার অপরাধ রোধেও বিশেষ নজর দেওয়ার নির্দেশ দেন প্রধানমন্ত্রী। (622, 789, 960, 830)
branch-bn: সায়েদাবাদ বাস টার্মিনাল শাখা, ঢাকা (281, 1269, 413, 1280)
table-row (988, 1645, 1534, 1664)
row-label: নিলাম দর প্রস্তাব খোলার তারিখ, সময় ও স্থান (1019, 1614, 1162, 1645)
byline: -কূটনৈতিক প্রতিবেদক (872, 422, 960, 435)
paragraph: ১৯৯০ সালের পর এই প্রথম কোনো ফরাসি প্রেসিডেন্ট বাংলাদেশ সফরে আসছেন। এ সফরকে অত্যন্ত গুরুত্বপূর্ণ হিসেবে দেখছে সরকার। কূটনীতিকরা বলছেন, ইন্দো-প্যাসিফিক অঞ্চলে ফ্রান্সের আগ্রহ বাড়ছে, আর বাংলাদেশ এ অঞ্চলের গুরুত্বপূর্ণ দেশ। (622, 248, 960, 304)
paragraph: চিকিৎসকরা বলছেন, ডেঙ্গু আক্রান্ত রোগীদের জন্য স্যালাইন অত্যন্ত জরুরি। সময়মতো স্যালাইন না পেলে রোগীর অবস্থা খারাপ হয়ে যেতে পারে। তাই সরকারকে দ্রুত পর্যাপ্ত ওষুধ সরবরাহ নিশ্চিত করতে হবে। বাজারে ওষুধের দামও স্বাভাবিকের চেয়ে বেশি রাখা হচ্ছে বলে অভিযোগ রয়েছে। (23, 290, 381, 346)
paragraph: (প্রথম পৃষ্ঠার পর) তাকে 'মেডিকেল বোর্ডের নিবিড় পর্যবেক্ষণে' রাখা হয়েছে। বিএনপি চেয়ারপারসনের ব্যক্তিগত চিকিৎসক অধ্যাপক ডা. এ জেড এম জাহিদ হোসেন গতকাল এ তথ্য জানিয়েছেন। তিনি বলেন, বিএনপি চেয়ারপারসনের লিভার জটিলতা দেখা দিয়েছে। (1233, 133, 1545, 189)
row-label: সংস্থা (1019, 1415, 1162, 1433)
masthead-bottom-rule (23, 92, 1545, 93)
column-divider (1225, 106, 1226, 1176)
term-item: ৬। দরপত্র দাখিলের পূর্বে আগ্রহী ক্রেতাগণ সম্পত্তি সরেজমিনে পরিদর্শন করে নিতে পারবেন। (35, 1634, 359, 1645)
paragraph: সফরকালে প্রধানমন্ত্রী ফ্রান্সের প্রেসিডেন্ট ইমানুয়েল ম্যাক্রোঁ, যুক্তরাষ্ট্রের প্রেসিডেন্ট জো বাইডেনসহ একাধিক বিশ্বনেতার সঙ্গে সৌজন্য সাক্ষাৎ করতে পারেন। সম্মেলন শেষে তিনি দেশে ফিরবেন। (622, 1322, 960, 1363)
article-tanti (976, 105, 1217, 603)
